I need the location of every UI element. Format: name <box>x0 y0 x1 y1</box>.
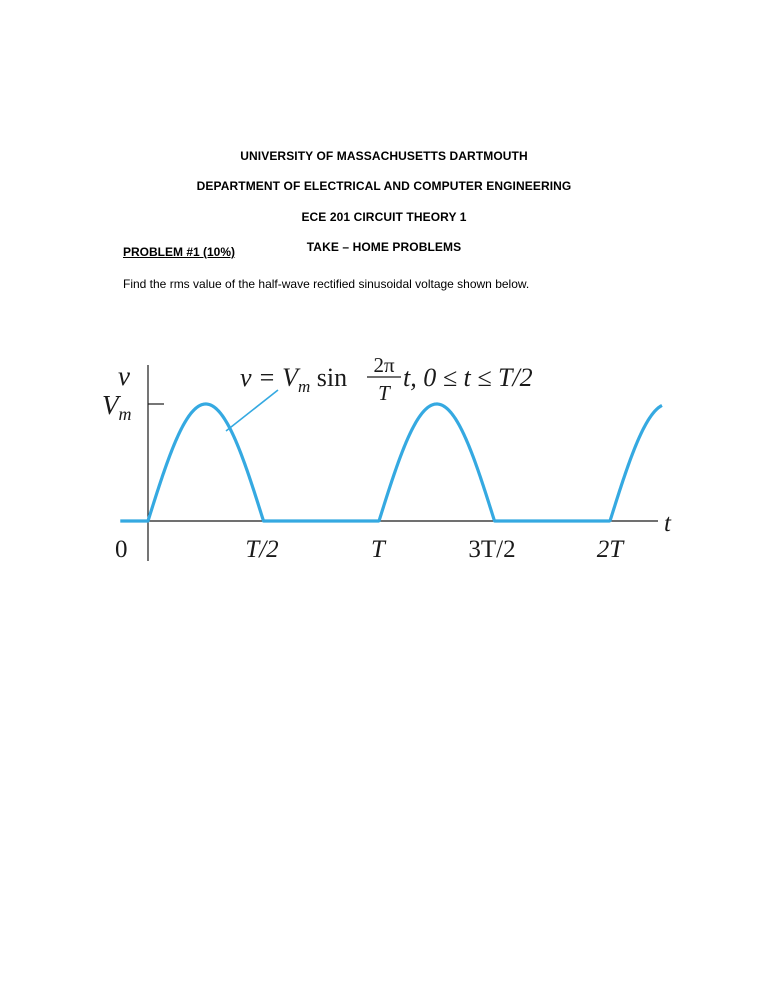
equation-pointer <box>226 390 278 431</box>
equation-rest: t, 0 ≤ t ≤ T/2 <box>403 363 533 392</box>
tick-label-2t: 2T <box>596 536 624 563</box>
tick-label-t-half: T/2 <box>245 536 279 563</box>
problem-title: PROBLEM #1 (10%) <box>123 245 236 259</box>
equation-numerator: 2π <box>373 353 395 377</box>
course-heading: ECE 201 CIRCUIT THEORY 1 <box>301 210 467 224</box>
vm-label: $V_m$ <box>102 390 132 424</box>
rectified-waveform <box>120 404 662 521</box>
university-heading: UNIVERSITY OF MASSACHUSETTS DARTMOUTH <box>240 149 528 163</box>
assignment-heading: TAKE – HOME PROBLEMS <box>306 240 462 254</box>
tick-label-t: T <box>371 536 385 563</box>
y-axis-label: v <box>118 361 130 391</box>
problem-statement: Find the rms value of the half-wave rectified sinusoidal voltage shown below. <box>123 277 530 291</box>
tick-label-3t-half: 3T/2 <box>468 536 516 563</box>
department-heading: DEPARTMENT OF ELECTRICAL AND COMPUTER ENGINEERING <box>196 179 572 193</box>
equation-denominator: T <box>378 381 390 405</box>
tick-label-0: 0 <box>115 536 128 563</box>
x-axis-label: t <box>664 510 671 537</box>
equation-lhs: $v = V_m$ sin <box>240 363 348 396</box>
